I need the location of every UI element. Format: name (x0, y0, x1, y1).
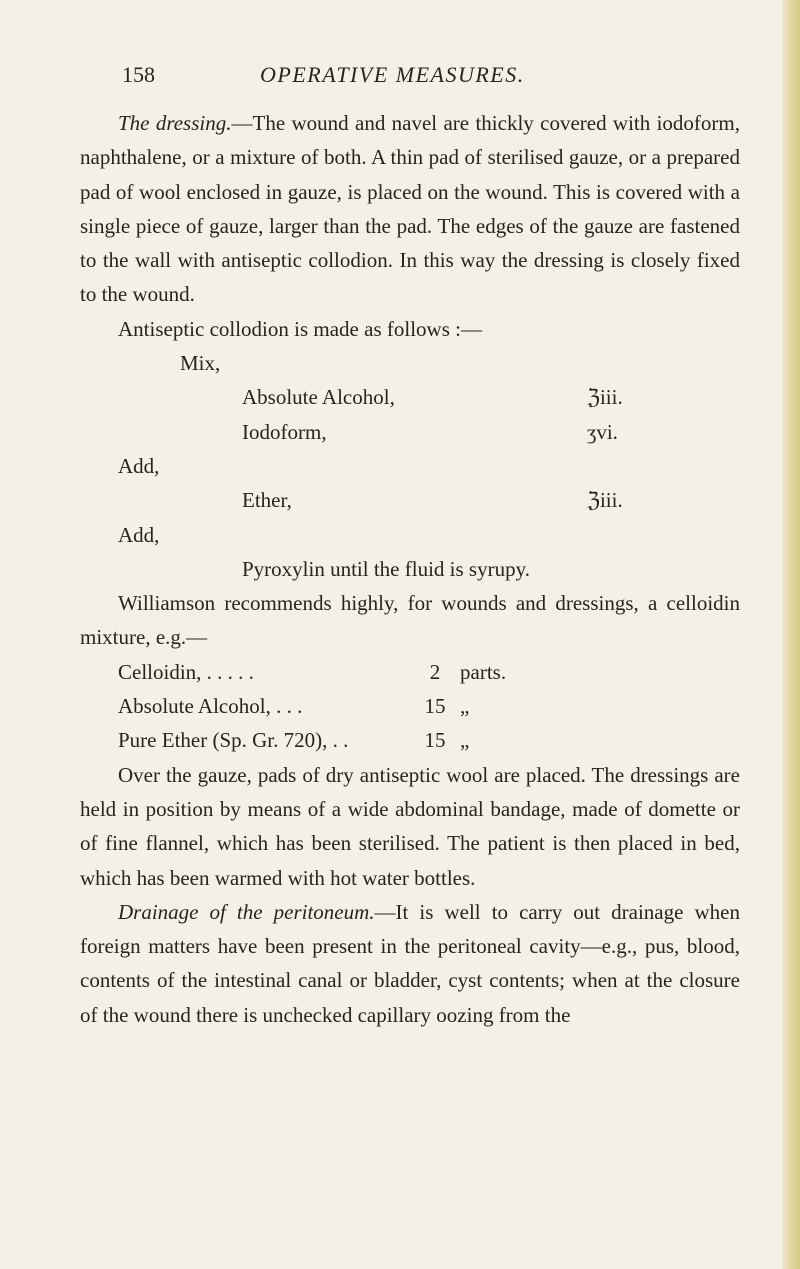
celloidin-ingredient: Absolute Alcohol, . . . (118, 694, 303, 719)
recipe-add-label: Add, (118, 453, 160, 478)
celloidin-unit: „ (460, 694, 470, 719)
celloidin-ingredient: Pure Ether (Sp. Gr. 720), . . (118, 728, 349, 753)
drainage-heading: Drainage of the peritoneum. (118, 899, 375, 924)
page-number: 158 (122, 62, 155, 87)
paragraph-dressing (80, 106, 740, 312)
recipe-item-name: Iodoform, (242, 419, 327, 444)
recipe-item-dose: ℨiii. (587, 385, 623, 410)
dressing-heading: The dressing. (118, 111, 232, 135)
celloidin-row (80, 723, 740, 757)
page-edge (782, 0, 800, 1269)
recipe-item (80, 415, 740, 449)
dressing-text: —The wound and navel are thickly covered with iodoform, naphthalene, or a mixture of both. A thin pad of sterilised gauze, or a prepared pad of wool enclosed in gauze, is placed on the wound. This is covered with a single piece of gauze, larger than the pad. The edges of the gauze are fastened to the wall with antiseptic collodion. In this way the dressing is closely fixed to the wound. (80, 111, 741, 307)
running-title: OPERATIVE MEASURES. (260, 62, 525, 87)
paragraph-drainage (80, 895, 740, 1032)
drainage-text: —It is well to carry out drainage when foreign matters have been present in the peritoneal cavity—e.g., pus, blood, contents of the intestinal canal or bladder, cyst contents; when at the closure of the wound there is unchecked capillary oozing from the (80, 899, 740, 1027)
recipe-mix-label: Mix, (180, 351, 221, 376)
recipe-item-dose: ℨiii. (587, 488, 623, 513)
body-text (80, 106, 740, 1032)
recipe-add-label: Add, (118, 522, 160, 547)
celloidin-amount: 15 (424, 694, 446, 719)
page-header (122, 62, 742, 94)
recipe-final-line: Pyroxylin until the fluid is syrupy. (242, 556, 530, 581)
celloidin-unit: „ (460, 728, 470, 753)
celloidin-amount: 15 (424, 728, 446, 753)
recipe-item-name: Absolute Alcohol, (242, 385, 395, 410)
celloidin-unit: parts. (460, 659, 507, 684)
celloidin-row (80, 689, 740, 723)
over-gauze-text: Over the gauze, pads of dry antiseptic wool are placed. The dressings are held in position by means of a wide abdominal bandage, made of domette or of fine flannel, which has been sterilised. The patient is then placed in bed, which has been warmed with hot water bottles. (80, 762, 740, 890)
celloidin-ingredient: Celloidin, . . . . . (118, 659, 254, 684)
celloidin-row (80, 655, 740, 689)
williamson-text: Williamson recommends highly, for wounds and dressings, a celloidin mixture, e.g.— (80, 591, 740, 650)
recipe-item-name: Ether, (242, 488, 292, 513)
recipe-item-dose: ʒvi. (587, 419, 618, 444)
collodion-intro: Antiseptic collodion is made as follows :— (118, 316, 482, 341)
celloidin-amount: 2 (429, 659, 441, 684)
recipe-item (80, 483, 740, 517)
recipe-item (80, 380, 740, 414)
